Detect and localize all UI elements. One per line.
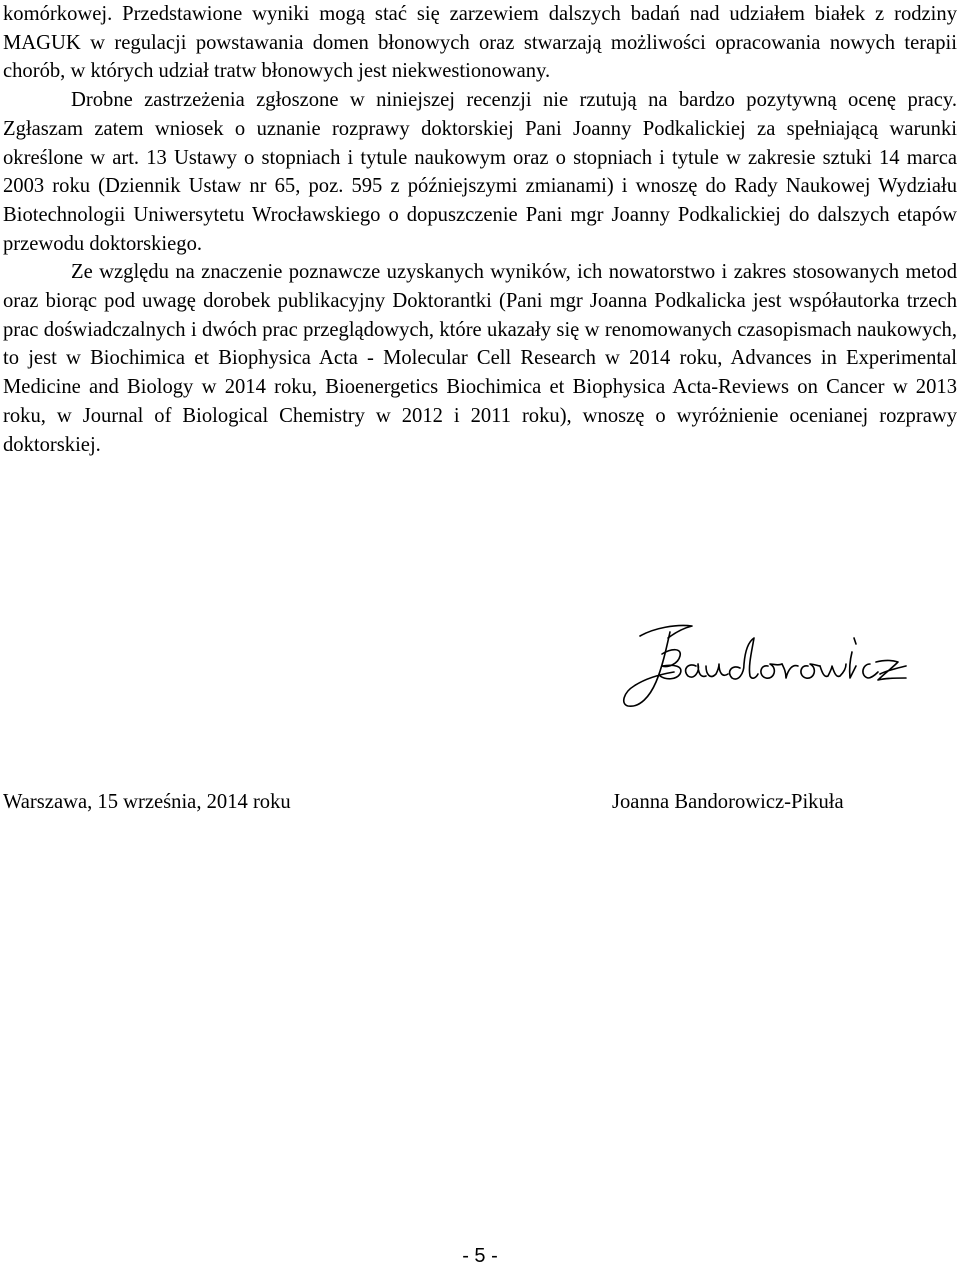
paragraph-conclusion-continued: komórkowej. Przedstawione wyniki mogą stać się zarzewiem dalszych badań nad udziałem białek z rodziny MAGUK w regulacji powstawania domen błonowych oraz stwarzają możliwości opracowania nowych terapii chorób, w których udział tratw błonowych jest niekwestionowany. — [3, 3, 957, 83]
signer-name: Joanna Bandorowicz-Pikuła — [612, 791, 844, 813]
place-and-date: Warszawa, 15 września, 2014 roku — [3, 791, 291, 813]
document-page — [3, 0, 957, 459]
page-number: - 5 - — [462, 1245, 498, 1267]
handwritten-signature — [618, 622, 908, 712]
paragraph-distinction: Ze względu na znaczenie poznawcze uzyskanych wyników, ich nowatorstwo i zakres stosowanych metod oraz biorąc pod uwagę dorobek publikacyjny Doktorantki (Pani mgr Joanna Podkalicka jest współautorka trzech prac doświadczalnych i dwóch prac przeglądowych, które ukazały się w renomowanych czasopismach naukowych, to jest w Biochimica et Biophysica Acta - Molecular Cell Research w 2014 roku, Advances in Experimental Medicine and Biology w 2014 roku, Bioenergetics Biochimica et Biophysica Acta-Reviews on Cancer w 2013 roku, w Journal of Biological Chemistry w 2012 i 2011 roku), wnoszę o wyróżnienie ocenianej rozprawy doktorskiej. — [3, 261, 957, 456]
paragraph-motion: Drobne zastrzeżenia zgłoszone w niniejszej recenzji nie rzutują na bardzo pozytywną ocenę pracy. Zgłaszam zatem wniosek o uznanie rozprawy doktorskiej Pani Joanny Podkalickiej za spełniającą warunki określone w art. 13 Ustawy o stopniach i tytule naukowym oraz o stopniach i tytule w zakresie sztuki 14 marca 2003 roku (Dziennik Ustaw nr 65, poz. 595 z późniejszymi zmianami) i wnoszę do Rady Naukowej Wydziału Biotechnologii Uniwersytetu Wrocławskiego o dopuszczenie Pani mgr Joanny Podkalickiej do dalszych etapów przewodu doktorskiego. — [3, 89, 957, 255]
